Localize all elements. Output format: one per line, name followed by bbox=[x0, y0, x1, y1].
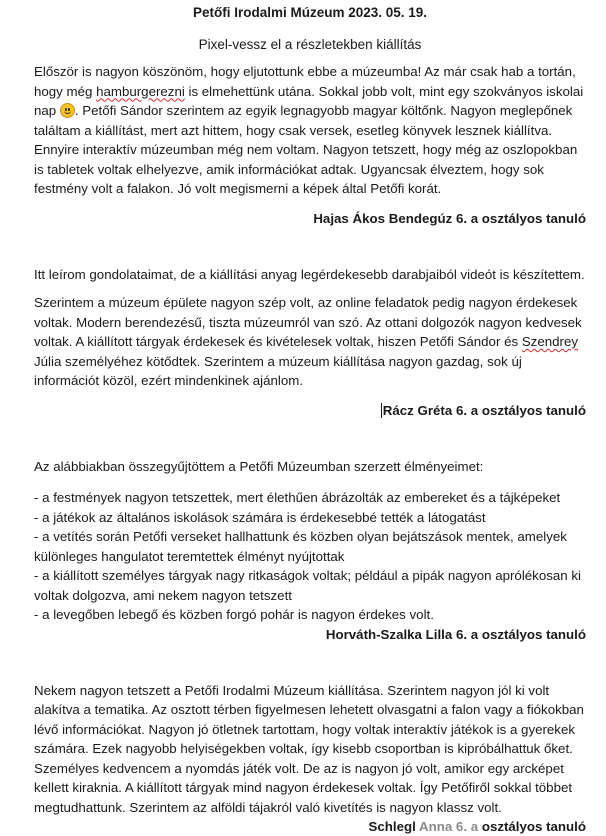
entry2-intro: Itt leírom gondolataimat, de a kiállítási anyag legérdekesebb darabjaiból videót is készítettem. bbox=[34, 266, 585, 282]
entry1-signature: Hajas Ákos Bendegúz 6. a osztályos tanuló bbox=[313, 210, 586, 226]
entry3-intro: Az alábbiakban összegyűjtöttem a Petőfi Múzeumban szerzett élményeimet: bbox=[34, 458, 484, 474]
list-item: - a kiállított személyes tárgyak nagy ritkaságok voltak; például a pipák nagyon aprólékosan ki voltak dolgozva, ami nekem nagyon tetszett bbox=[34, 568, 581, 603]
entry3-list bbox=[34, 488, 586, 625]
smiley-face-icon bbox=[60, 103, 75, 118]
list-item: - a festmények nagyon tetszettek, mert élethűen ábrázolták az embereket és a tájképeket bbox=[34, 490, 561, 505]
entry1-paragraph bbox=[34, 62, 586, 199]
spellcheck-word: Szendrey bbox=[521, 334, 578, 349]
entry2-text-a: Szerintem a múzeum épülete nagyon szép volt, az online feladatok pedig nagyon érdekesek voltak. Modern berendezésű, tiszta múzeumról van szó. Az ottani dolgozók nagyon kedvesek voltak. A kiállított tárgyak érdekesek és kivételesek voltak, hiszen Petőfi Sándor és bbox=[34, 295, 582, 349]
entry2-signature bbox=[34, 401, 586, 420]
entry1-text-c: . Petőfi Sándor szerintem az egyik legnagyobb magyar költőnk. Nagyon meglepőnek találtam a kiállítást, mert azt hittem, hogy csak versek, esetleg könyvek lesznek kiállítva. Ennyire interaktív múzeumban még nem voltam. Nagyon tetszett, hogy még az oszlopokban is tabletek voltak elhelyezve, amik információkat adtak. Ugyancsak élveztem, hogy sok festmény volt a falakon. Jó volt megismerni a képek által Petőfi korát. bbox=[34, 103, 578, 196]
entry4-signature-text-b: Anna 6. a bbox=[419, 819, 479, 834]
entry4-signature bbox=[34, 817, 586, 836]
document-title: Petőfi Irodalmi Múzeum 2023. 05. 19. bbox=[192, 5, 428, 20]
entry2-paragraph bbox=[34, 293, 586, 391]
entry4-signature-text-a: Schlegl bbox=[368, 819, 419, 834]
entry3-signature: Horváth-Szalka Lilla 6. a osztályos tanuló bbox=[325, 626, 586, 642]
entry4-signature-text-c: osztályos tanuló bbox=[478, 819, 586, 834]
list-item: - a levegőben lebegő és közben forgó pohár is nagyon érdekes volt. bbox=[34, 607, 434, 622]
entry2-signature-text: Rácz Gréta 6. a osztályos tanuló bbox=[382, 402, 586, 418]
document-page bbox=[34, 0, 586, 836]
list-item: - a játékok az általános iskolások számára is érdekesebbé tették a látogatást bbox=[34, 509, 486, 525]
document-subtitle: Pixel-vessz el a részletekben kiállítás bbox=[198, 37, 422, 52]
entry4-paragraph: Nekem nagyon tetszett a Petőfi Irodalmi Múzeum kiállítása. Szerintem nagyon jól ki volt alakítva a tematika. Az osztott térben figyelmesen lehetett olvasgatni a falon vagy a fiókokban lévő információkat. Nagyon jó ötletnek tartottam, hogy voltak interaktív játékok is a gyerekek számára. Ezek nagyobb helyiségekben voltak, így kisebb csoportban is kipróbálhattuk őket. Személyes kedvencem a nyomdás játék volt. De az is nagyon jó volt, amikor egy arcképet kellett kiraknia. A kiállított tárgyak mind nagyon érdekesek voltak. Így Petőfiről sokkal többet megtudhattunk. Szerintem az alföldi tájakról való kivetítés is nagyon klassz volt. bbox=[34, 682, 584, 815]
spellcheck-word: hamburgerezni bbox=[96, 83, 185, 99]
entry1-text-a: Először is nagyon köszönöm, hogy eljutottunk ebbe a múzeumba! Az már csak hab a tortán, hogy még bbox=[34, 64, 576, 99]
entry2-text-b: Júlia személyéhez kötődtek. Szerintem a múzeum kiállítása nagyon gazdag, sok új információt közöl, ezért mindenkinek ajánlom. bbox=[34, 353, 522, 388]
text-cursor bbox=[381, 403, 382, 418]
list-item: - a vetítés során Petőfi verseket hallhattunk és közben olyan bejátszások mentek, amelyek különleges hangulatot teremtettek élményt nyújtottak bbox=[34, 529, 567, 564]
entry1-text-b: is elmehettünk utána. Sokkal jobb volt, mint egy szokványos iskolai nap bbox=[34, 83, 584, 118]
